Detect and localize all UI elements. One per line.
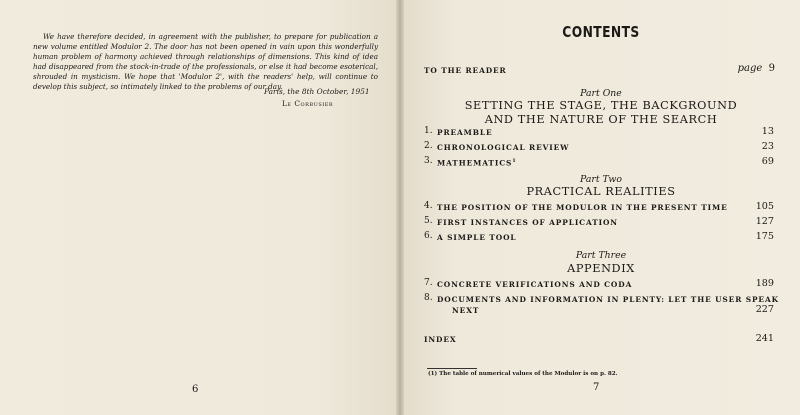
toc-item-number: 8. xyxy=(424,293,433,303)
footnote: (1) The table of numerical values of the Modulor is on p. 82. xyxy=(428,371,618,377)
page-word: page xyxy=(737,63,763,74)
page-number-left: 6 xyxy=(192,384,199,395)
toc-item-page: 175 xyxy=(755,231,774,242)
part-one-heading-2: AND THE NATURE OF THE SEARCH xyxy=(484,113,718,126)
place-date: Paris, the 8th October, 1951 xyxy=(264,87,370,96)
signature: Le Corbusier xyxy=(282,99,334,108)
toc-item-page: 23 xyxy=(761,141,774,152)
toc-item-title: CHRONOLOGICAL REVIEW xyxy=(437,143,570,152)
part-one-label: Part One xyxy=(580,88,622,99)
toc-item-page: 13 xyxy=(761,126,774,137)
part-two-heading: PRACTICAL REALITIES xyxy=(526,185,676,198)
contents-title: CONTENTS xyxy=(562,23,640,41)
toc-item-title: THE POSITION OF THE MODULOR IN THE PRESENT TIME xyxy=(437,203,728,212)
toc-item-number: 6. xyxy=(424,231,433,241)
footnote-marker: 1 xyxy=(512,158,517,164)
toc-to-reader: TO THE READER xyxy=(424,66,507,75)
toc-item-title-text: MATHEMATICS xyxy=(437,158,513,168)
toc-item-title-continued: NEXT xyxy=(452,306,480,315)
part-three-heading: APPENDIX xyxy=(567,262,635,275)
toc-item-page: 69 xyxy=(761,156,774,167)
toc-item-number: 5. xyxy=(424,216,433,226)
toc-index: INDEX xyxy=(424,335,457,344)
toc-item-number: 3. xyxy=(424,156,433,166)
toc-item-number: 7. xyxy=(424,278,433,288)
toc-item-title: FIRST INSTANCES OF APPLICATION xyxy=(437,218,618,227)
toc-item-page: 127 xyxy=(755,216,774,227)
toc-index-page: 241 xyxy=(755,333,774,344)
part-three-label: Part Three xyxy=(575,250,627,261)
part-two-label: Part Two xyxy=(580,174,622,185)
part-one-heading-1: SETTING THE STAGE, THE BACKGROUND xyxy=(464,99,738,112)
toc-item-title: PREAMBLE xyxy=(437,128,493,137)
toc-item-title xyxy=(437,158,517,167)
toc-item-number: 4. xyxy=(424,201,433,211)
toc-item-page: 189 xyxy=(755,278,774,289)
toc-item-page: 227 xyxy=(755,304,774,315)
toc-to-reader-page xyxy=(738,63,775,74)
book-gutter xyxy=(396,0,404,415)
toc-item-title: DOCUMENTS AND INFORMATION IN PLENTY: LET THE USER SPEAK xyxy=(437,295,779,304)
page-number-right: 7 xyxy=(593,382,600,393)
toc-item-number: 2. xyxy=(424,141,433,151)
toc-item-number: 1. xyxy=(424,126,433,136)
toc-item-title: CONCRETE VERIFICATIONS AND CODA xyxy=(437,280,633,289)
footnote-rule xyxy=(427,368,477,369)
page-number: 9 xyxy=(768,63,775,74)
toc-item-page: 105 xyxy=(755,201,774,212)
toc-item-title: A SIMPLE TOOL xyxy=(437,233,517,242)
intro-paragraph: We have therefore decided, in agreement with the publisher, to prepare for publication a new volume entitled Modulor 2. The door has not been opened in vain upon this wonderfully human problem of harmony achieved through relationships of dimensions. This kind of idea had disappeared from the stock-in-trade of the professionals, or else it had become esoterical, shrouded in mysticism. We hope that 'Modulor 2', with the readers' help, will continue to develop this subject, so intimately linked to the problems of our day. xyxy=(33,32,378,92)
